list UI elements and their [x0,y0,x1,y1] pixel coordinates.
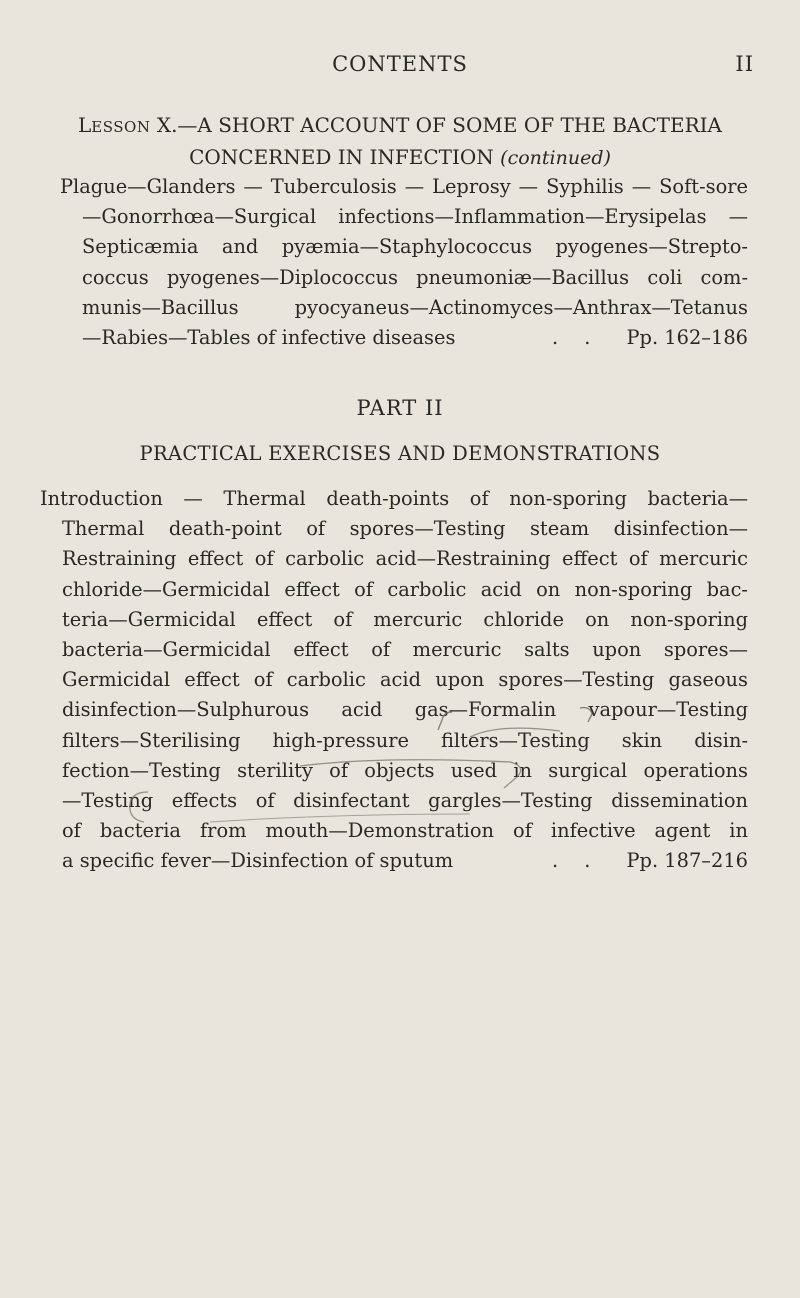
part-contents-paragraph [40,484,748,877]
entry-text: —Rabies—Tables of infective diseases [82,326,456,350]
running-title: CONTENTS [332,52,468,76]
text-line: bacteria—Germicidal effect of mercuric salts upon spores— [62,638,748,662]
text-line: —Gonorrhœa—Surgical infections—Inflammation—Erysipelas — [82,205,748,229]
part-title: PART II [356,396,444,420]
text-line: coccus pyogenes—Diplococcus pneumoniæ—Bacillus coli com- [82,265,748,289]
lesson-heading-line-2 [40,142,760,173]
entry-text: a specific fever—Disinfection of sputum [62,849,454,873]
lesson-contents-paragraph [60,172,748,353]
text-line: Restraining effect of carbolic acid—Restraining effect of mercuric [62,547,748,571]
text-line: fection—Testing sterility of objects used in surgical operations [62,758,748,782]
text-line: filters—Sterilising high-pressure filters—Testing skin disin- [62,728,748,752]
lesson-label-initial: L [78,113,92,137]
text-line-last [40,846,748,876]
text-line: of bacteria from mouth—Demonstration of infective agent in [62,819,748,843]
lesson-heading-line-1 [40,110,760,142]
text-line: disinfection—Sulphurous acid gas—Formalin vapour—Testing [62,698,748,722]
part-subtitle: PRACTICAL EXERCISES AND DEMONSTRATIONS [139,442,661,465]
text-line: Germicidal effect of carbolic acid upon spores—Testing gaseous [62,668,748,692]
page-number: II [735,52,754,76]
page-range: Pp. 162–186 [626,326,748,350]
text-line: Thermal death-point of spores—Testing steam disinfection— [62,517,748,541]
text-line: teria—Germicidal effect of mercuric chloride on non-sporing [62,607,748,631]
dot-leader: . . [551,326,601,350]
dot-leader: . . [551,849,601,873]
lesson-heading [40,110,760,173]
text-line: Plague—Glanders — Tuberculosis — Leprosy — Syphilis — Soft-sore [60,175,748,198]
page-range: Pp. 187–216 [626,849,748,873]
lesson-title-continued: CONCERNED IN INFECTION [189,145,501,169]
text-line-last [60,323,748,353]
text-line: Septicæmia and pyæmia—Staphylococcus pyogenes—Strepto- [82,235,748,259]
text-line: Introduction — Thermal death-points of non-sporing bacteria— [40,487,748,510]
running-head [0,52,800,82]
continued-note: (continued) [500,147,611,169]
lesson-label-rest: ESSON [91,118,151,136]
lesson-title: X.—A SHORT ACCOUNT OF SOME OF THE BACTERIA [150,113,722,137]
text-line: chloride—Germicidal effect of carbolic acid on non-sporing bac- [62,577,748,601]
text-line: —Testing effects of disinfectant gargles—Testing dissemination [62,789,748,813]
text-line: munis—Bacillus pyocyaneus—Actinomyces—Anthrax—Tetanus [82,295,748,319]
